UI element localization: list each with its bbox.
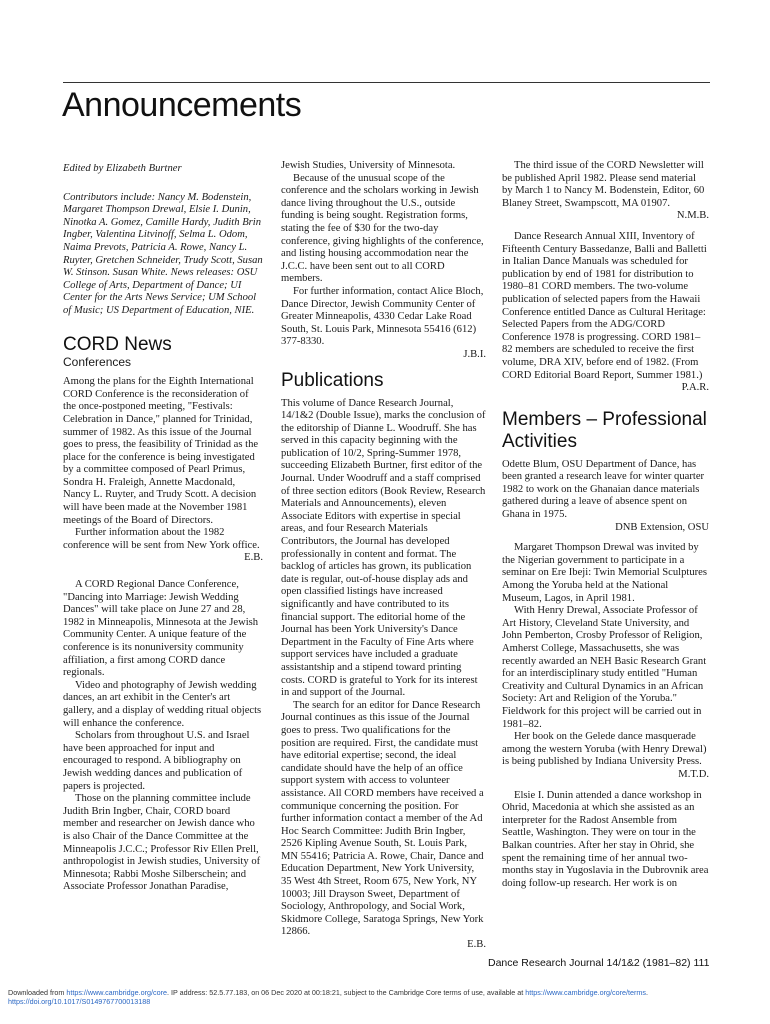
paragraph: Dance Research Annual XIII, Inventory of Fifteenth Century Bassedanze, Balli and Balletti in Italian Dance Manuals was scheduled for publication by end of 1981 for distribution to 1980–81 CORD members. The two-volume publication of selected papers from the Hawaii Conference entitled Dance as Cultural Heritage: Selected Papers from the ADG/CORD Conference 1978 is progressing. CORD 1981–82 members are scheduled to receive the first volume, DRA XIV, before end of 1982. (From CORD Editorial Board Report, Summer 1981.) (502, 230, 707, 381)
paragraph: Those on the planning committee include Judith Brin Ingber, Chair, CORD board member and researcher on Jewish dance who is also Chair of the Dance Committee at the Minneapolis J.C.C.; Professor Riv Ellen Prell, anthropologist in Jewish studies, University of Minnesota; Rabbi Moshe Silberschein; and Associate Professor Jonathan Paradise, (63, 793, 261, 893)
paragraph: This volume of Dance Research Journal, 14/1&2 (Double Issue), marks the conclusion of the editorship of Dianne L. Woodruff. She has served in this capacity beginning with the publication of 10/2, Spring-Summer 1978, succeeding Elizabeth Burtner, first editor of the Journal. Under Woodruff and a staff comprised of three section editors (Book Review, Research Materials and Announcements), eleven Associate Editors with expertise in special areas, and four Research Materials Contributors, the Journal has developed professionally in content and format. The backlog of articles has grown, its publication date is regular, out-of-house display ads and open classified listings have increased significantly and have contributed to its financial support. The editorial home of the Journal has been York University's Dance Department in the Faculty of Fine Arts where support services have included a graduate assistantship and a stipend toward printing costs. CORD is grateful to York for its interest in and support of the Journal. (281, 397, 486, 699)
paragraph: Her book on the Gelede dance masquerade among the western Yoruba (with Henry Drewal) is being published by Indiana University Press. (502, 731, 707, 768)
signature: J.B.I. (463, 348, 486, 360)
header-rule (63, 82, 710, 83)
section-heading-members: Members – Professional Activities (502, 408, 707, 452)
column-2 (281, 160, 486, 952)
section-heading-publications: Publications (281, 369, 384, 391)
signature: P.A.R. (681, 382, 709, 394)
signature: DNB Extension, OSU (615, 521, 709, 533)
column-1 (63, 163, 263, 894)
download-middle: . IP address: 52.5.77.183, on 06 Dec 2020 at 00:18:21, subject to the Cambridge Core terms of use, available at (167, 988, 524, 997)
paragraph: Odette Blum, OSU Department of Dance, has been granted a research leave for winter quarter 1982 to work on the Ghanaian dance materials gathered during a leave of absence spent on Ghana in 1975. (502, 458, 705, 521)
paragraph: Jewish Studies, University of Minnesota. (281, 160, 456, 171)
column-3 (502, 160, 709, 890)
paragraph: For further information, contact Alice Bloch, Dance Director, Jewish Community Center of Greater Minneapolis, 4330 Cedar Lake Road South, St. Louis Park, Minnesota 55416 (612) 377-8330. (281, 285, 484, 348)
paragraph: Elsie I. Dunin attended a dance workshop in Ohrid, Macedonia at which she assisted as an interpreter for the Radost Ansemble from Seattle, Washington. They were on tour in the Balkan countries. After her stay in Ohrid, she spent the remaining time of her annual two-months stay in Yugoslavia in the Dubrovnik area doing follow-up research. Her work is on (502, 789, 709, 889)
paragraph: Scholars from throughout U.S. and Israel have been approached for input and encouraged to respond. A bibliography on Jewish wedding dances and publication of papers is projected. (63, 730, 250, 792)
download-notice: Downloaded from https://www.cambridge.org/core. IP address: 52.5.77.183, on 06 Dec 2020 at 00:18:21, subject to the Cambridge Core terms of use, available at https://www.cambridge.org/core/terms. https://doi.org/10.1017/S0149767700013188 (8, 988, 648, 1006)
paragraph: Among the plans for the Eighth International CORD Conference is the reconsideration of the once-postponed meeting, "Festivals: Celebration in Dance," planned for Trinidad, summer of 1982. As this issue of the Journal goes to press, the feasibility of Trinidad as the place for the conference is being investigated by a committee composed of Pearl Primus, Sondra H. Fraleigh, Annette Macdonald, Nancy L. Ruyter, and Trudy Scott. A decision will have been made at the November 1981 meetings of the Board of Directors. (63, 376, 259, 526)
contributors: Contributors include: Nancy M. Bodenstein, Margaret Thompson Drewal, Elsie I. Dunin, Ninotka A. Gomez, Camille Hardy, Judith Brin Ingber, Valentina Litvinoff, Selma L. Odom, Naima Prevots, Patricia A. Rowe, Nancy L. Ruyter, Gretchen Schneider, Trudy Scott, Susan W. Stinson. Susan White. News releases: OSU College of Arts, Department of Dance; UI Center for the Arts News Service; UM School of Music; US Department of Education, NIE. (63, 191, 263, 316)
paragraph: Margaret Thompson Drewal was invited by the Nigerian government to participate in a seminar on Ere Ibeji: Twin Memorial Sculptures Among the Yoruba held at the National Museum, Lagos, in April 1981. (502, 542, 708, 604)
paragraph: The third issue of the CORD Newsletter will be published April 1982. Please send material by March 1 to Nancy M. Bodenstein, Editor, 60 Blaney Street, Swampscott, MA 01907. (502, 160, 705, 209)
page-title: Announcements (62, 86, 302, 124)
paragraph: With Henry Drewal, Associate Professor of Art History, Cleveland State University, and John Pemberton, Crosby Professor of Religion, Amherst College, Massachusetts, she was recently awarded an NEH Basic Research Grant for an interdisciplinary study entitled "Human Creativity and Cultural Dynamics in an African Society: Art and Religion of the Yoruba." Fieldwork for this project will be carried out in 1981–82. (502, 605, 707, 730)
edited-by: Edited by Elizabeth Burtner (63, 163, 182, 174)
paragraph: Video and photography of Jewish wedding dances, an art exhibit in the Center's art gallery, and a display of wedding ritual objects will enhance the conference. (63, 679, 262, 729)
download-prefix: Downloaded from (8, 988, 65, 997)
doi-link[interactable]: https://doi.org/10.1017/S0149767700013188 (8, 997, 151, 1006)
signature: E.B. (467, 939, 486, 951)
journal-footer: Dance Research Journal 14/1&2 (1981–82) 111 (488, 957, 710, 969)
terms-link[interactable]: https://www.cambridge.org/core/terms (525, 988, 646, 997)
paragraph: Further information about the 1982 conference will be sent from New York office. (63, 527, 260, 551)
paragraph: A CORD Regional Dance Conference, "Dancing into Marriage: Jewish Wedding Dances" will take place on June 27 and 28, 1982 in Minneapolis, Minnesota at the Jewish Community Center. A unique feature of the conference is its nonuniversity community affiliation, a first among CORD dance regionals. (63, 579, 259, 679)
sub-heading-conferences: Conferences (63, 354, 132, 369)
section-heading-cord-news: CORD News (63, 333, 172, 355)
signature: N.M.B. (676, 210, 709, 222)
paragraph: The search for an editor for Dance Research Journal continues as this issue of the Journal goes to press. Two qualifications for the position are required. First, the candidate must have editorial expertise; second, the ideal candidate should have the help of an office support system with access to volunteer assistance. All CORD members have received a communique concerning the position. For further information contact a member of the Ad Hoc Search Committee: Judith Brin Ingber, 2526 Kipling Avenue South, St. Louis Park, MN 55416; Patricia A. Rowe, Chair, Dance and Education Department, New York University, 35 West 4th Street, Room 675, New York, NY 10003; Jill Drayson Sweet, Department of Sociology, Anthropology, and Social Work, Skidmore College, Saratoga Springs, New York 12866. (281, 699, 484, 938)
paragraph: Because of the unusual scope of the conference and the scholars working in Jewish dance living throughout the U.S., outside funding is being sought. Registration forms, stating the fee of $30 for the two-day conference, giving highlights of the conference, and listing housing accommodation near the J.C.C. have been sent out to all CORD members. (281, 172, 484, 285)
signature: M.T.D. (678, 768, 709, 780)
signature: E.B. (244, 552, 263, 564)
download-link[interactable]: https://www.cambridge.org/core (66, 988, 168, 997)
